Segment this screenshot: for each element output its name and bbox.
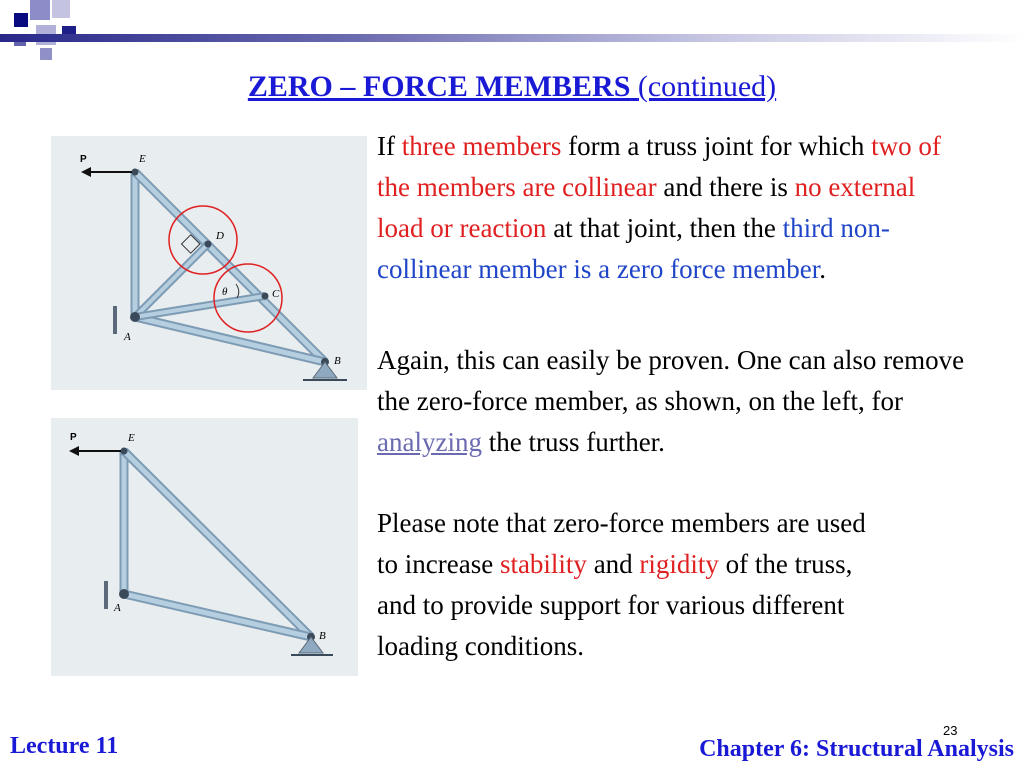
title-suffix: (continued) bbox=[637, 70, 777, 103]
joint-d bbox=[205, 241, 212, 248]
corner-square bbox=[14, 13, 28, 27]
corner-square bbox=[40, 48, 52, 60]
page-number: 23 bbox=[943, 723, 958, 738]
label-d: D bbox=[216, 230, 224, 242]
footer-lecture: Lecture 11 bbox=[10, 733, 119, 759]
analyzing-link[interactable]: analyzing bbox=[377, 427, 482, 457]
joint-e bbox=[132, 169, 139, 176]
highlight-collinear: two of the members are collinear bbox=[377, 131, 941, 202]
label-b: B bbox=[334, 355, 341, 367]
load-arrowhead bbox=[69, 446, 79, 456]
text-run: at that joint, then the bbox=[546, 213, 783, 243]
text-run: of the truss, and to provide support for various different loading conditions. bbox=[377, 549, 853, 661]
label-a: A bbox=[124, 331, 131, 343]
label-p: P bbox=[80, 154, 87, 165]
text-run: If bbox=[377, 131, 402, 161]
highlight-stability: stability bbox=[499, 549, 587, 579]
title-main: ZERO – FORCE MEMBERS bbox=[247, 70, 631, 103]
joint-a bbox=[119, 589, 129, 599]
member-ab-highlight bbox=[124, 594, 311, 637]
highlight-zero-force-member: third non-collinear member is a zero force member bbox=[377, 213, 890, 284]
text-run: and there is bbox=[656, 172, 795, 202]
label-e: E bbox=[139, 153, 146, 165]
text-run: . bbox=[819, 254, 827, 284]
label-theta: θ bbox=[222, 286, 228, 298]
simplified-truss-diagram bbox=[51, 418, 358, 676]
truss-diagram bbox=[51, 136, 367, 390]
text-run: Please note that zero-force members are used to increase bbox=[377, 508, 866, 579]
footer-chapter: Chapter 6: Structural Analysis bbox=[699, 736, 1014, 762]
wall-support bbox=[104, 581, 108, 609]
proof-paragraph bbox=[377, 340, 967, 463]
joint-c bbox=[262, 293, 269, 300]
label-b: B bbox=[319, 630, 326, 642]
highlight-no-load: no external load or reaction bbox=[377, 172, 916, 243]
header-rule bbox=[0, 34, 1024, 42]
highlight-three-members: three members bbox=[401, 131, 562, 161]
truss-figure-with-zero-force-member bbox=[51, 136, 367, 390]
truss-figure-without-zero-force-member bbox=[51, 418, 358, 676]
corner-square bbox=[52, 0, 70, 18]
slide-title bbox=[0, 70, 1024, 104]
text-run: form a truss joint for which bbox=[561, 131, 872, 161]
text-run: Again, this can easily be proven. One can also remove the zero-force member, as shown, on the left, for bbox=[377, 345, 965, 416]
angle-arc bbox=[236, 284, 239, 298]
member-eb-highlight bbox=[135, 172, 325, 362]
joint-a bbox=[130, 312, 140, 322]
label-p: P bbox=[70, 432, 77, 443]
corner-square bbox=[30, 0, 50, 20]
label-e: E bbox=[128, 432, 135, 444]
load-arrowhead bbox=[81, 167, 91, 177]
text-run: and bbox=[586, 549, 640, 579]
member-eb-highlight bbox=[124, 451, 311, 637]
highlight-rigidity: rigidity bbox=[639, 549, 719, 579]
joint-e bbox=[121, 448, 128, 455]
wall-support bbox=[113, 306, 117, 334]
zero-force-rule-paragraph bbox=[377, 126, 967, 290]
text-run: the truss further. bbox=[481, 427, 665, 457]
label-a: A bbox=[114, 602, 121, 614]
stability-note-paragraph bbox=[377, 503, 882, 667]
label-c: C bbox=[272, 288, 280, 300]
